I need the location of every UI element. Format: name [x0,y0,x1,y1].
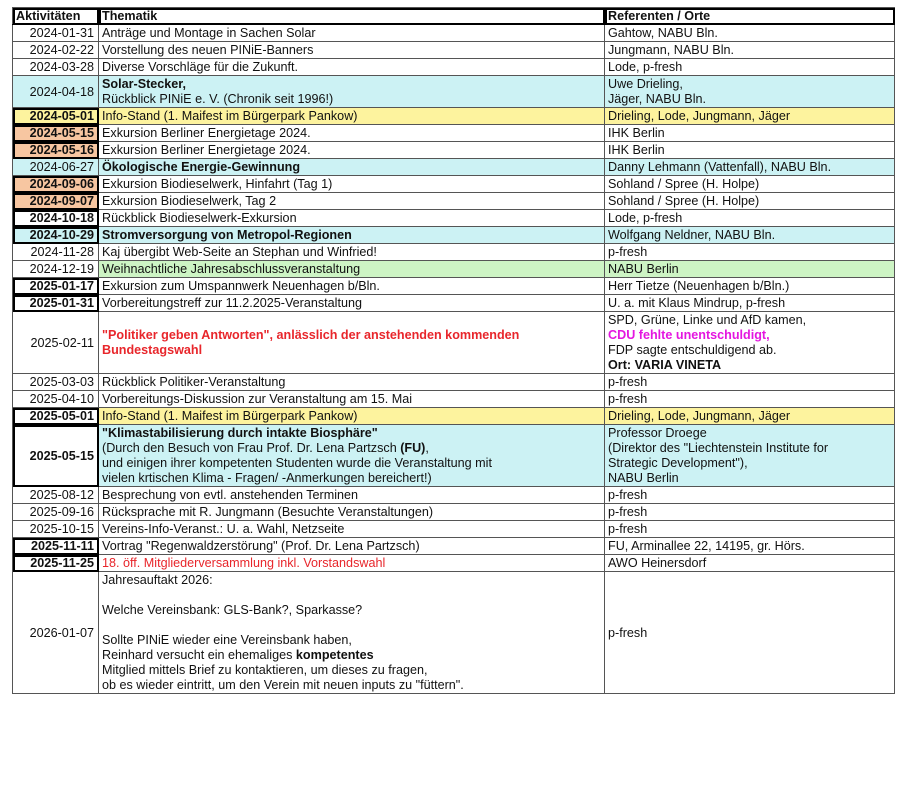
header-row [13,8,895,25]
topic-line: Solar-Stecker, [102,77,187,91]
date-cell: 2024-03-28 [13,59,99,76]
speaker-cell: p-fresh [605,374,895,391]
table-row [13,538,895,555]
topic-text: (FU) [400,441,426,455]
date-cell: 2025-08-12 [13,487,99,504]
topic-cell: Rückblick Politiker-Veranstaltung [99,374,605,391]
speaker-cell: p-fresh [605,391,895,408]
table-row [13,408,895,425]
speaker-cell: Wolfgang Neldner, NABU Bln. [605,227,895,244]
table-row [13,487,895,504]
speaker-cell: IHK Berlin [605,125,895,142]
header-date: Aktivitäten [13,8,99,25]
speaker-cell: p-fresh [605,244,895,261]
table-row [13,521,895,538]
table-row [13,555,895,572]
topic-cell [99,76,605,108]
topic-cell: Rücksprache mit R. Jungmann (Besuchte Veranstaltungen) [99,504,605,521]
topic-cell: Info-Stand (1. Maifest im Bürgerpark Pankow) [99,108,605,125]
table-row [13,244,895,261]
table-row [13,193,895,210]
table-row [13,59,895,76]
date-cell: 2025-04-10 [13,391,99,408]
speaker-cell: Herr Tietze (Neuenhagen b/Bln.) [605,278,895,295]
table-row [13,425,895,487]
speaker-cell: AWO Heinersdorf [605,555,895,572]
topic-text: kompetentes [295,648,374,662]
header-speakers: Referenten / Orte [605,8,895,25]
table-row [13,142,895,159]
date-cell: 2025-11-25 [13,555,99,572]
date-cell: 2024-09-07 [13,193,99,210]
topic-cell: Kaj übergibt Web-Seite an Stephan und Winfried! [99,244,605,261]
date-cell: 2024-01-31 [13,25,99,42]
speaker-cell: Lode, p-fresh [605,59,895,76]
date-cell: 2026-01-07 [13,572,99,694]
date-cell: 2025-01-31 [13,295,99,312]
date-cell: 2024-10-18 [13,210,99,227]
topic-line: Jahresauftakt 2026: [102,573,213,587]
speaker-cell: Jungmann, NABU Bln. [605,42,895,59]
speaker-line: CDU fehlte unentschuldigt, [608,328,770,342]
date-cell: 2025-09-16 [13,504,99,521]
topic-line: Welche Vereinsbank: GLS-Bank?, Sparkasse? [102,603,363,617]
topic-cell [99,425,605,487]
topic-cell: Info-Stand (1. Maifest im Bürgerpark Pankow) [99,408,605,425]
table-row [13,391,895,408]
date-cell: 2025-03-03 [13,374,99,391]
topic-cell: Exkursion Biodieselwerk, Hinfahrt (Tag 1) [99,176,605,193]
date-cell: 2025-05-15 [13,425,99,487]
speaker-line: FDP sagte entschuldigend ab. [608,343,777,357]
date-cell: 2025-05-01 [13,408,99,425]
speaker-cell [605,76,895,108]
topic-text: (Durch den Besuch von Frau Prof. Dr. Lena Partzsch [102,441,401,455]
topic-text: , [425,441,429,455]
topic-cell [99,572,605,694]
table-row [13,374,895,391]
topic-line: Mitglied mittels Brief zu kontaktieren, um dieses zu fragen, [102,663,428,677]
topic-cell: Weihnachtliche Jahresabschlussveranstaltung [99,261,605,278]
date-cell: 2024-04-18 [13,76,99,108]
topic-cell [99,312,605,374]
table-row [13,108,895,125]
topic-line [102,648,601,663]
table-row [13,261,895,278]
speaker-cell: Sohland / Spree (H. Holpe) [605,193,895,210]
topic-line: Rückblick PINiE e. V. (Chronik seit 1996!) [102,92,334,106]
topic-line: "Klimastabilisierung durch intakte Biosphäre" [102,426,378,440]
table-row [13,210,895,227]
topic-cell: Vorstellung des neuen PINiE-Banners [99,42,605,59]
table-row [13,176,895,193]
date-cell: 2024-10-29 [13,227,99,244]
speaker-cell: Gahtow, NABU Bln. [605,25,895,42]
topic-cell: 18. öff. Mitgliederversammlung inkl. Vorstandswahl [99,555,605,572]
table-row [13,42,895,59]
speaker-line: Uwe Drieling, [608,77,683,91]
date-cell: 2024-11-28 [13,244,99,261]
topic-cell: Anträge und Montage in Sachen Solar [99,25,605,42]
speaker-line: SPD, Grüne, Linke und AfD kamen, [608,313,807,327]
topic-cell: Stromversorgung von Metropol-Regionen [99,227,605,244]
date-cell: 2024-02-22 [13,42,99,59]
date-cell: 2024-12-19 [13,261,99,278]
speaker-cell: p-fresh [605,504,895,521]
topic-cell: Vereins-Info-Veranst.: U. a. Wahl, Netzseite [99,521,605,538]
date-cell: 2025-02-11 [13,312,99,374]
table-row [13,159,895,176]
speaker-line: Jäger, NABU Bln. [608,92,706,106]
speaker-cell: FU, Arminallee 22, 14195, gr. Hörs. [605,538,895,555]
date-cell: 2025-10-15 [13,521,99,538]
speaker-cell: IHK Berlin [605,142,895,159]
speaker-cell: Lode, p-fresh [605,210,895,227]
topic-line: vielen krtischen Klima - Fragen/ -Anmerkungen bereichert!) [102,471,432,485]
speaker-cell: Sohland / Spree (H. Holpe) [605,176,895,193]
topic-cell: Exkursion Berliner Energietage 2024. [99,125,605,142]
topic-line: ob es wieder eintritt, um den Verein mit neuen inputs zu "füttern". [102,678,464,692]
table-row [13,25,895,42]
speaker-cell: p-fresh [605,521,895,538]
topic-line: und einigen ihrer kompetenten Studenten wurde die Veranstaltung mit [102,456,492,470]
topic-cell: Exkursion Berliner Energietage 2024. [99,142,605,159]
topic-cell: Besprechung von evtl. anstehenden Terminen [99,487,605,504]
topic-line: Sollte PINiE wieder eine Vereinsbank haben, [102,633,352,647]
topic-line [102,441,601,456]
date-cell: 2024-05-01 [13,108,99,125]
table-row [13,295,895,312]
table-row [13,125,895,142]
speaker-cell [605,425,895,487]
speaker-line: Professor Droege [608,426,707,440]
table-row [13,572,895,694]
date-cell: 2024-09-06 [13,176,99,193]
header-topic: Thematik [99,8,605,25]
speaker-line: Strategic Development"), [608,456,748,470]
table-row [13,278,895,295]
speaker-cell [605,312,895,374]
topic-cell: Vortrag "Regenwaldzerstörung" (Prof. Dr. Lena Partzsch) [99,538,605,555]
table-row [13,312,895,374]
topic-cell: Ökologische Energie-Gewinnung [99,159,605,176]
table-row [13,227,895,244]
speaker-cell: p-fresh [605,487,895,504]
speaker-cell: Drieling, Lode, Jungmann, Jäger [605,408,895,425]
topic-cell: Exkursion Biodieselwerk, Tag 2 [99,193,605,210]
table-row [13,76,895,108]
date-cell: 2025-01-17 [13,278,99,295]
date-cell: 2024-05-15 [13,125,99,142]
topic-cell: Vorbereitungs-Diskussion zur Veranstaltung am 15. Mai [99,391,605,408]
speaker-cell: p-fresh [605,572,895,694]
speaker-cell: Drieling, Lode, Jungmann, Jäger [605,108,895,125]
speaker-cell: NABU Berlin [605,261,895,278]
topic-cell: Vorbereitungstreff zur 11.2.2025-Veranstaltung [99,295,605,312]
topic-cell: Diverse Vorschläge für die Zukunft. [99,59,605,76]
table-row [13,504,895,521]
speaker-cell: Danny Lehmann (Vattenfall), NABU Bln. [605,159,895,176]
topic-cell: Rückblick Biodieselwerk-Exkursion [99,210,605,227]
topic-cell: Exkursion zum Umspannwerk Neuenhagen b/Bln. [99,278,605,295]
topic-text: Reinhard versucht ein ehemaliges [102,648,296,662]
date-cell: 2024-06-27 [13,159,99,176]
activities-table [12,7,895,694]
speaker-line: (Direktor des "Liechtenstein Institute for [608,441,829,455]
speaker-cell: U. a. mit Klaus Mindrup, p-fresh [605,295,895,312]
date-cell: 2025-11-11 [13,538,99,555]
speaker-line: NABU Berlin [608,471,679,485]
topic-text: "Politiker geben Antworten", anlässlich der anstehenden kommenden Bundestagswahl [102,328,520,357]
speaker-line: Ort: VARIA VINETA [608,358,722,372]
date-cell: 2024-05-16 [13,142,99,159]
